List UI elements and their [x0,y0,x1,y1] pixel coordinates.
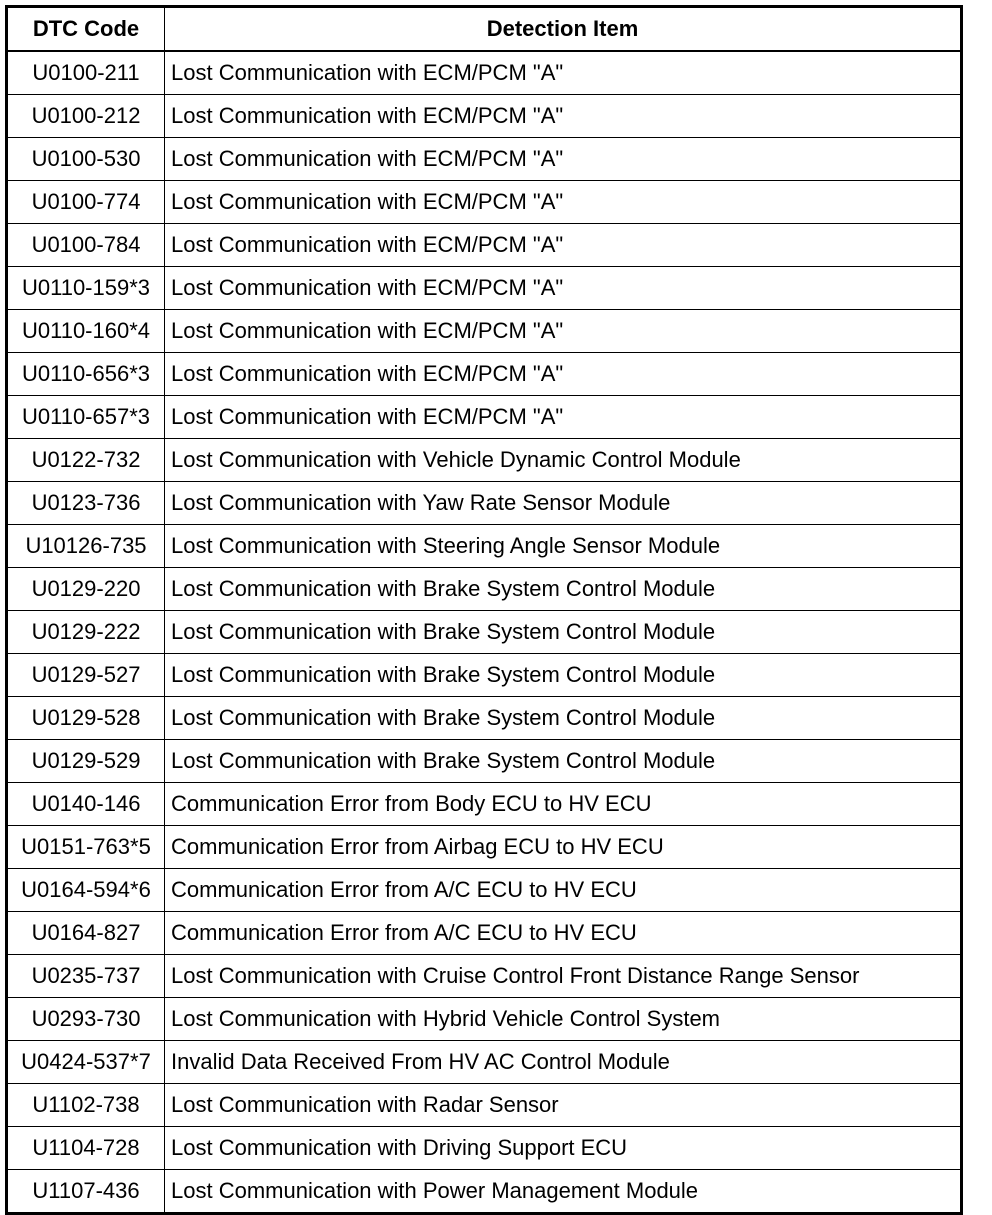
dtc-code-cell: U0100-784 [7,224,165,267]
detection-item-cell: Lost Communication with Cruise Control Front Distance Range Sensor [165,955,962,998]
detection-item-cell: Lost Communication with ECM/PCM "A" [165,138,962,181]
dtc-code-cell: U0100-530 [7,138,165,181]
dtc-code-cell: U0129-528 [7,697,165,740]
table-header [7,7,962,52]
table-row [7,95,962,138]
dtc-code-cell: U0100-212 [7,95,165,138]
dtc-code-cell: U0110-159*3 [7,267,165,310]
detection-item-cell: Lost Communication with ECM/PCM "A" [165,51,962,95]
dtc-code-cell: U0110-656*3 [7,353,165,396]
table-row [7,1041,962,1084]
header-detection-item: Detection Item [165,7,962,52]
dtc-code-cell: U0122-732 [7,439,165,482]
table-row [7,138,962,181]
dtc-code-cell: U0129-220 [7,568,165,611]
table-row [7,697,962,740]
table-row [7,51,962,95]
dtc-code-cell: U0123-736 [7,482,165,525]
dtc-code-cell: U0129-527 [7,654,165,697]
table-row [7,1127,962,1170]
detection-item-cell: Lost Communication with Vehicle Dynamic Control Module [165,439,962,482]
table-row [7,525,962,568]
dtc-code-cell: U0129-222 [7,611,165,654]
dtc-code-cell: U0140-146 [7,783,165,826]
table-row [7,611,962,654]
detection-item-cell: Lost Communication with ECM/PCM "A" [165,95,962,138]
dtc-code-cell: U0164-827 [7,912,165,955]
dtc-code-cell: U10126-735 [7,525,165,568]
table-row [7,396,962,439]
table-body [7,51,962,1214]
table-row [7,439,962,482]
table-row [7,955,962,998]
table-row [7,353,962,396]
table-row [7,1170,962,1214]
dtc-code-cell: U1102-738 [7,1084,165,1127]
detection-item-cell: Lost Communication with Brake System Control Module [165,740,962,783]
detection-item-cell: Lost Communication with ECM/PCM "A" [165,181,962,224]
detection-item-cell: Lost Communication with Brake System Control Module [165,568,962,611]
detection-item-cell: Lost Communication with Brake System Control Module [165,697,962,740]
detection-item-cell: Lost Communication with ECM/PCM "A" [165,224,962,267]
detection-item-cell: Lost Communication with Steering Angle Sensor Module [165,525,962,568]
detection-item-cell: Lost Communication with Yaw Rate Sensor Module [165,482,962,525]
table-row [7,310,962,353]
dtc-code-cell: U0424-537*7 [7,1041,165,1084]
dtc-code-cell: U0100-774 [7,181,165,224]
table-row [7,267,962,310]
dtc-code-cell: U0235-737 [7,955,165,998]
detection-item-cell: Lost Communication with ECM/PCM "A" [165,396,962,439]
dtc-code-cell: U0164-594*6 [7,869,165,912]
detection-item-cell: Communication Error from Body ECU to HV ECU [165,783,962,826]
detection-item-cell: Invalid Data Received From HV AC Control Module [165,1041,962,1084]
detection-item-cell: Communication Error from A/C ECU to HV ECU [165,912,962,955]
dtc-table [5,5,963,1215]
detection-item-cell: Lost Communication with Power Management Module [165,1170,962,1214]
detection-item-cell: Communication Error from Airbag ECU to HV ECU [165,826,962,869]
detection-item-cell: Lost Communication with Driving Support ECU [165,1127,962,1170]
table-row [7,568,962,611]
table-row [7,912,962,955]
dtc-code-cell: U0293-730 [7,998,165,1041]
dtc-code-cell: U0110-160*4 [7,310,165,353]
detection-item-cell: Lost Communication with Brake System Control Module [165,654,962,697]
detection-item-cell: Lost Communication with ECM/PCM "A" [165,267,962,310]
table-row [7,998,962,1041]
table-row [7,482,962,525]
detection-item-cell: Lost Communication with Brake System Control Module [165,611,962,654]
table-row [7,826,962,869]
dtc-code-cell: U0129-529 [7,740,165,783]
dtc-code-cell: U1104-728 [7,1127,165,1170]
table-row [7,740,962,783]
detection-item-cell: Lost Communication with ECM/PCM "A" [165,353,962,396]
detection-item-cell: Lost Communication with Radar Sensor [165,1084,962,1127]
table-row [7,224,962,267]
table-row [7,869,962,912]
dtc-code-cell: U0151-763*5 [7,826,165,869]
detection-item-cell: Communication Error from A/C ECU to HV ECU [165,869,962,912]
table-row [7,783,962,826]
dtc-code-cell: U0100-211 [7,51,165,95]
dtc-code-cell: U1107-436 [7,1170,165,1214]
table-row [7,1084,962,1127]
detection-item-cell: Lost Communication with ECM/PCM "A" [165,310,962,353]
dtc-code-cell: U0110-657*3 [7,396,165,439]
table-row [7,654,962,697]
table-row [7,181,962,224]
header-dtc-code: DTC Code [7,7,165,52]
detection-item-cell: Lost Communication with Hybrid Vehicle Control System [165,998,962,1041]
header-row [7,7,962,52]
